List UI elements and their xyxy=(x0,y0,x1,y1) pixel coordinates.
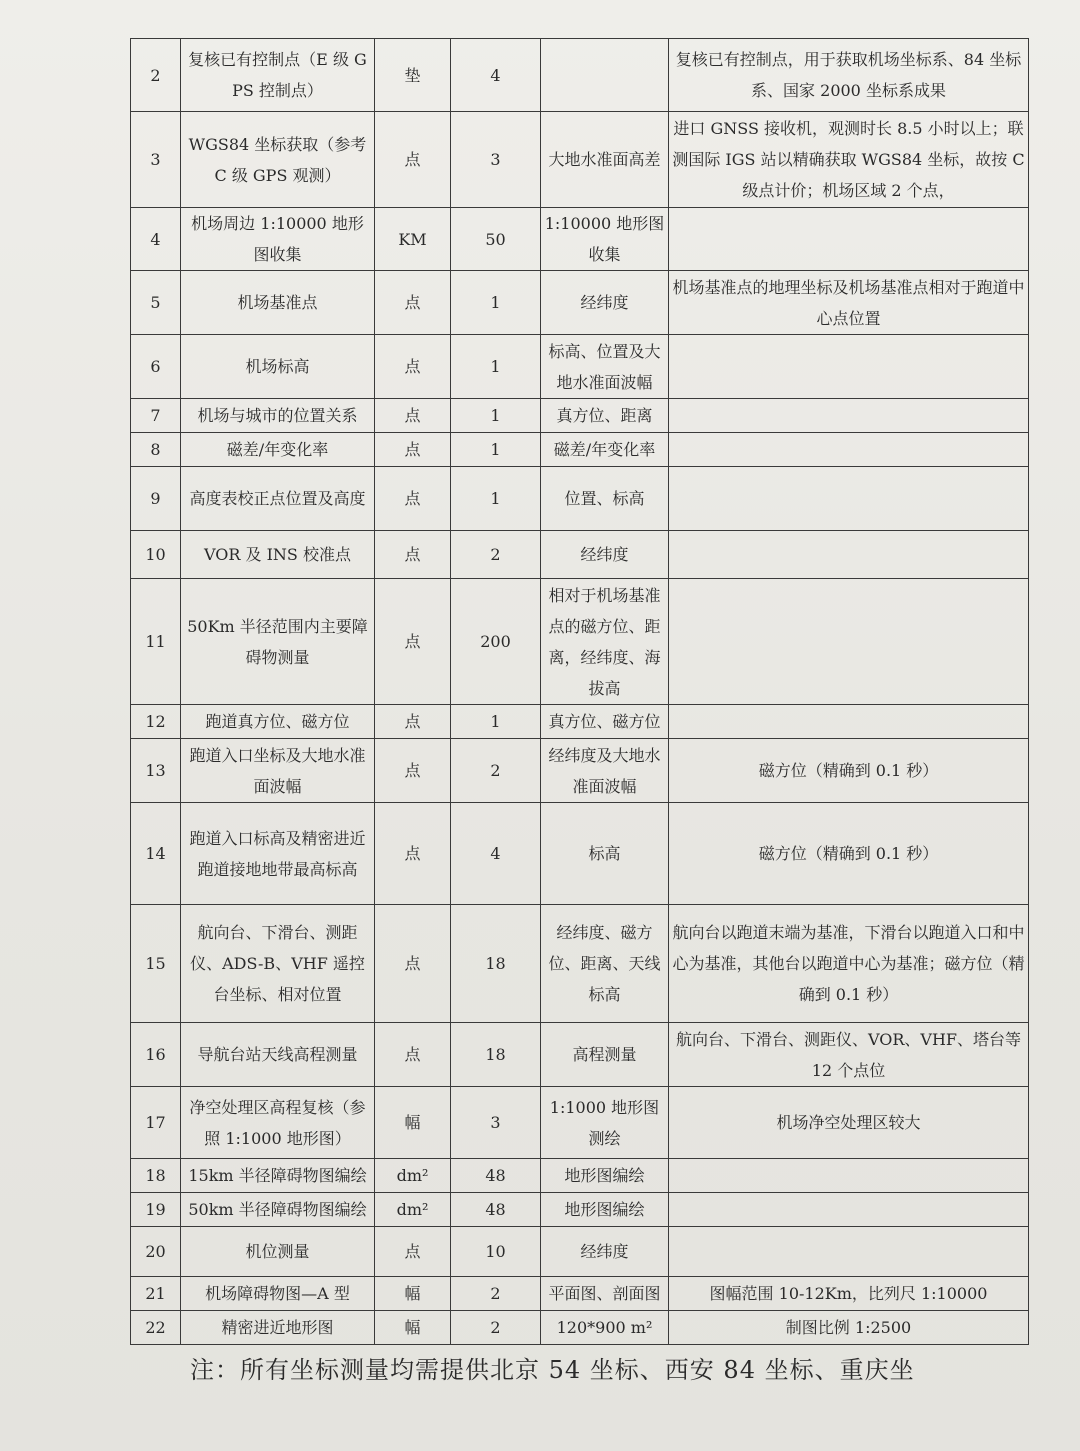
table-row xyxy=(131,1023,1029,1087)
table-body xyxy=(131,39,1029,1345)
row-number: 12 xyxy=(131,705,181,739)
content: 磁差/年变化率 xyxy=(541,433,669,467)
row-number: 22 xyxy=(131,1311,181,1345)
item-name: 磁差/年变化率 xyxy=(181,433,375,467)
row-number: 5 xyxy=(131,271,181,335)
unit: 幅 xyxy=(375,1277,451,1311)
unit: 点 xyxy=(375,905,451,1023)
item-name: 机位测量 xyxy=(181,1227,375,1277)
row-number: 14 xyxy=(131,803,181,905)
quantity: 10 xyxy=(451,1227,541,1277)
item-name: 精密进近地形图 xyxy=(181,1311,375,1345)
content: 经纬度及大地水准面波幅 xyxy=(541,739,669,803)
note: 航向台、下滑台、测距仪、VOR、VHF、塔台等 12 个点位 xyxy=(669,1023,1029,1087)
note xyxy=(669,1227,1029,1277)
table-row xyxy=(131,1277,1029,1311)
unit xyxy=(375,1159,451,1193)
note: 磁方位（精确到 0.1 秒） xyxy=(669,803,1029,905)
note: 机场净空处理区较大 xyxy=(669,1087,1029,1159)
quantity: 4 xyxy=(451,39,541,112)
quantity: 1 xyxy=(451,433,541,467)
table-row xyxy=(131,705,1029,739)
note xyxy=(669,208,1029,271)
item-name: 15km 半径障碍物图编绘 xyxy=(181,1159,375,1193)
table-row xyxy=(131,803,1029,905)
note xyxy=(669,531,1029,579)
unit: 点 xyxy=(375,739,451,803)
note xyxy=(669,1193,1029,1227)
note xyxy=(669,335,1029,399)
item-name: 机场周边 1:10000 地形图收集 xyxy=(181,208,375,271)
table-row xyxy=(131,208,1029,271)
content: 经纬度 xyxy=(541,531,669,579)
unit: 点 xyxy=(375,705,451,739)
quantity: 1 xyxy=(451,335,541,399)
row-number: 20 xyxy=(131,1227,181,1277)
unit: 点 xyxy=(375,433,451,467)
row-number: 6 xyxy=(131,335,181,399)
note xyxy=(669,1159,1029,1193)
content: 1:10000 地形图收集 xyxy=(541,208,669,271)
table-row xyxy=(131,335,1029,399)
content: 真方位、磁方位 xyxy=(541,705,669,739)
content: 大地水准面高差 xyxy=(541,112,669,208)
note: 进口 GNSS 接收机，观测时长 8.5 小时以上；联测国际 IGS 站以精确获取 WGS84 坐标，故按 C 级点计价；机场区域 2 个点， xyxy=(669,112,1029,208)
note: 制图比例 1:2500 xyxy=(669,1311,1029,1345)
unit: 点 xyxy=(375,399,451,433)
content: 平面图、剖面图 xyxy=(541,1277,669,1311)
item-name: VOR 及 INS 校准点 xyxy=(181,531,375,579)
item-name: 50km 半径障碍物图编绘 xyxy=(181,1193,375,1227)
unit: 垫 xyxy=(375,39,451,112)
content: 位置、标高 xyxy=(541,467,669,531)
table-row xyxy=(131,739,1029,803)
table-row xyxy=(131,399,1029,433)
content: 经纬度、磁方位、距离、天线标高 xyxy=(541,905,669,1023)
note: 磁方位（精确到 0.1 秒） xyxy=(669,739,1029,803)
row-number: 2 xyxy=(131,39,181,112)
unit xyxy=(375,1193,451,1227)
unit: KM xyxy=(375,208,451,271)
quantity: 4 xyxy=(451,803,541,905)
survey-items-table xyxy=(130,38,1029,1345)
quantity: 200 xyxy=(451,579,541,705)
note: 机场基准点的地理坐标及机场基准点相对于跑道中心点位置 xyxy=(669,271,1029,335)
table-row xyxy=(131,905,1029,1023)
quantity: 1 xyxy=(451,705,541,739)
unit: 点 xyxy=(375,112,451,208)
unit: 点 xyxy=(375,803,451,905)
row-number: 3 xyxy=(131,112,181,208)
note: 航向台以跑道末端为基准，下滑台以跑道入口和中心为基准，其他台以跑道中心为基准；磁方位（精确到 0.1 秒） xyxy=(669,905,1029,1023)
quantity: 50 xyxy=(451,208,541,271)
row-number: 13 xyxy=(131,739,181,803)
unit-text: dm² xyxy=(396,1200,429,1219)
quantity: 3 xyxy=(451,112,541,208)
quantity: 48 xyxy=(451,1159,541,1193)
note xyxy=(669,705,1029,739)
row-number: 10 xyxy=(131,531,181,579)
item-name: 跑道真方位、磁方位 xyxy=(181,705,375,739)
content: 地形图编绘 xyxy=(541,1159,669,1193)
quantity: 1 xyxy=(451,271,541,335)
unit-text: dm² xyxy=(396,1166,429,1185)
row-number: 15 xyxy=(131,905,181,1023)
row-number: 21 xyxy=(131,1277,181,1311)
item-name: 跑道入口坐标及大地水准面波幅 xyxy=(181,739,375,803)
note xyxy=(669,467,1029,531)
table-row xyxy=(131,112,1029,208)
note: 复核已有控制点，用于获取机场坐标系、84 坐标系、国家 2000 坐标系成果 xyxy=(669,39,1029,112)
content: 标高 xyxy=(541,803,669,905)
unit: 幅 xyxy=(375,1311,451,1345)
table-row xyxy=(131,433,1029,467)
unit: 点 xyxy=(375,1227,451,1277)
content: 相对于机场基准点的磁方位、距离，经纬度、海拔高 xyxy=(541,579,669,705)
item-name: 导航台站天线高程测量 xyxy=(181,1023,375,1087)
item-name: WGS84 坐标获取（参考 C 级 GPS 观测） xyxy=(181,112,375,208)
content: 地形图编绘 xyxy=(541,1193,669,1227)
item-name: 机场障碍物图—A 型 xyxy=(181,1277,375,1311)
quantity: 2 xyxy=(451,739,541,803)
item-name: 机场与城市的位置关系 xyxy=(181,399,375,433)
table-row xyxy=(131,1227,1029,1277)
footnote: 注：所有坐标测量均需提供北京 54 坐标、西安 84 坐标、重庆坐 xyxy=(190,1356,915,1384)
item-name: 航向台、下滑台、测距仪、ADS-B、VHF 遥控台坐标、相对位置 xyxy=(181,905,375,1023)
table-row xyxy=(131,1159,1029,1193)
note xyxy=(669,399,1029,433)
quantity: 18 xyxy=(451,905,541,1023)
note xyxy=(669,433,1029,467)
content: 经纬度 xyxy=(541,1227,669,1277)
quantity: 2 xyxy=(451,531,541,579)
content: 高程测量 xyxy=(541,1023,669,1087)
table-row xyxy=(131,1311,1029,1345)
unit: 点 xyxy=(375,531,451,579)
item-name: 跑道入口标高及精密进近跑道接地地带最高标高 xyxy=(181,803,375,905)
table-row xyxy=(131,271,1029,335)
content: 标高、位置及大地水准面波幅 xyxy=(541,335,669,399)
row-number: 8 xyxy=(131,433,181,467)
unit: 点 xyxy=(375,467,451,531)
table-row xyxy=(131,39,1029,112)
unit: 点 xyxy=(375,271,451,335)
item-name: 机场标高 xyxy=(181,335,375,399)
content: 1:1000 地形图测绘 xyxy=(541,1087,669,1159)
table-row xyxy=(131,1193,1029,1227)
table-row xyxy=(131,531,1029,579)
unit: 点 xyxy=(375,579,451,705)
unit: 幅 xyxy=(375,1087,451,1159)
table-row xyxy=(131,1087,1029,1159)
row-number: 17 xyxy=(131,1087,181,1159)
table-row xyxy=(131,467,1029,531)
quantity: 1 xyxy=(451,467,541,531)
quantity: 2 xyxy=(451,1277,541,1311)
quantity: 3 xyxy=(451,1087,541,1159)
content: 经纬度 xyxy=(541,271,669,335)
item-name: 净空处理区高程复核（参照 1:1000 地形图） xyxy=(181,1087,375,1159)
item-name: 50Km 半径范围内主要障碍物测量 xyxy=(181,579,375,705)
quantity: 48 xyxy=(451,1193,541,1227)
unit: 点 xyxy=(375,1023,451,1087)
quantity: 2 xyxy=(451,1311,541,1345)
row-number: 11 xyxy=(131,579,181,705)
row-number: 16 xyxy=(131,1023,181,1087)
row-number: 9 xyxy=(131,467,181,531)
table-row xyxy=(131,579,1029,705)
row-number: 4 xyxy=(131,208,181,271)
quantity: 1 xyxy=(451,399,541,433)
content: 120*900 m² xyxy=(541,1311,669,1345)
unit: 点 xyxy=(375,335,451,399)
row-number: 19 xyxy=(131,1193,181,1227)
quantity: 18 xyxy=(451,1023,541,1087)
content xyxy=(541,39,669,112)
note xyxy=(669,579,1029,705)
item-name: 高度表校正点位置及高度 xyxy=(181,467,375,531)
item-name: 复核已有控制点（E 级 GPS 控制点） xyxy=(181,39,375,112)
row-number: 18 xyxy=(131,1159,181,1193)
row-number: 7 xyxy=(131,399,181,433)
content: 真方位、距离 xyxy=(541,399,669,433)
item-name: 机场基准点 xyxy=(181,271,375,335)
note: 图幅范围 10-12Km，比列尺 1:10000 xyxy=(669,1277,1029,1311)
